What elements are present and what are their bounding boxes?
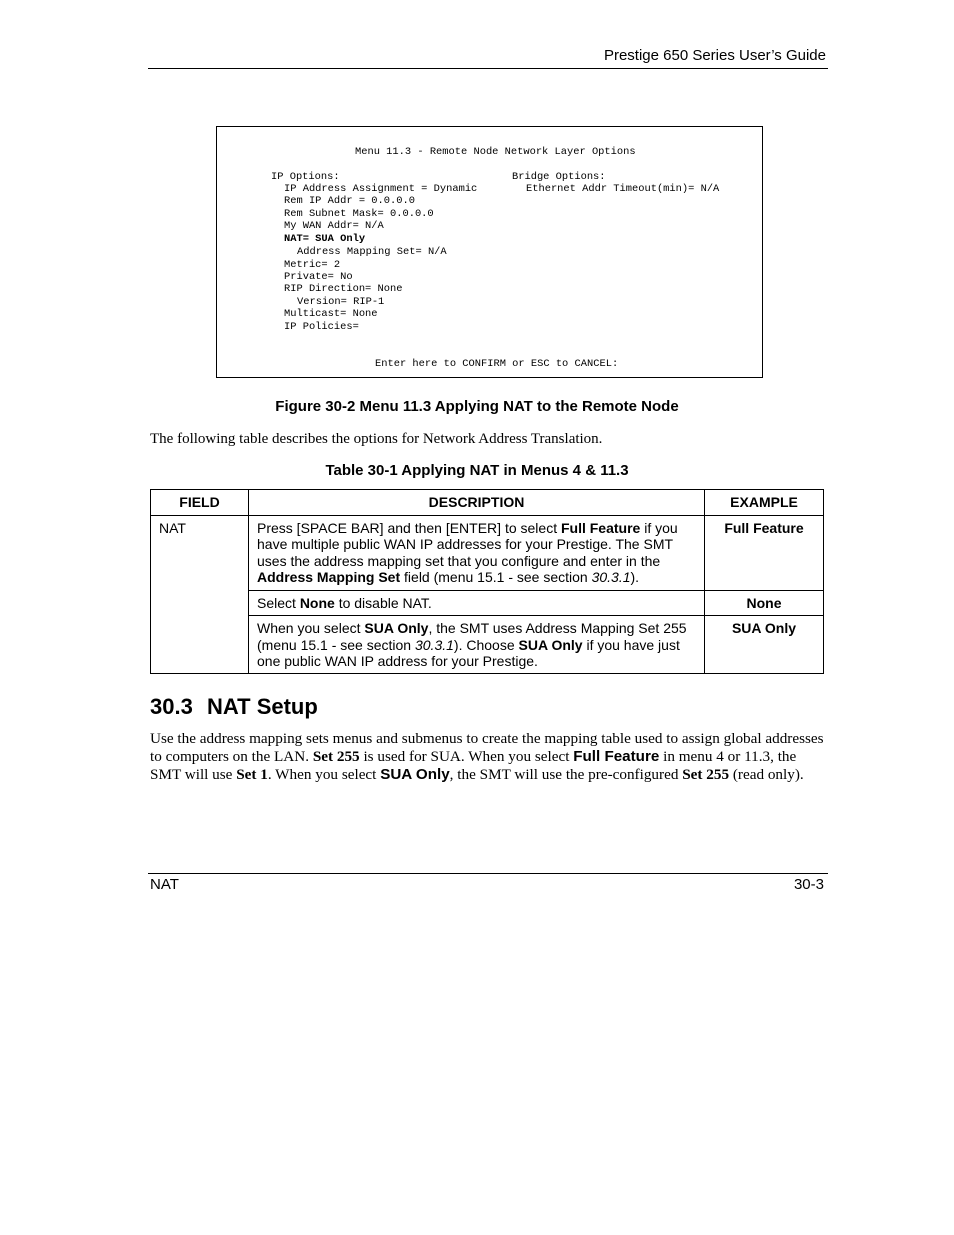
address-mapping-set: Address Mapping Set= N/A (297, 246, 447, 258)
multicast: Multicast= None (284, 308, 378, 320)
footer-page-number: 30-3 (793, 876, 824, 893)
description-none: Select None to disable NAT. (249, 591, 705, 616)
header-description: DESCRIPTION (249, 490, 705, 516)
rip-direction: RIP Direction= None (284, 283, 403, 295)
nat-setting: NAT= SUA Only (284, 233, 366, 245)
bridge-options-label: Bridge Options: (512, 171, 606, 183)
description-full-feature: Press [SPACE BAR] and then [ENTER] to select Full Feature if you have multiple public WAN IP addresses for your Prestige. The SMT uses the address mapping set that you configure and enter in the Address Mapping Set field (menu 15.1 - see section 30.3.1). (249, 516, 705, 591)
ip-address-assignment: IP Address Assignment = Dynamic (284, 183, 478, 195)
example-sua-only: SUA Only (705, 616, 824, 674)
ethernet-addr-timeout: Ethernet Addr Timeout(min)= N/A (526, 183, 720, 195)
example-none: None (705, 591, 824, 616)
figure-caption: Figure 30-2 Menu 11.3 Applying NAT to the Remote Node (275, 398, 679, 415)
section-number: 30.3 (150, 694, 193, 719)
footer-rule (148, 873, 828, 874)
table-caption: Table 30-1 Applying NAT in Menus 4 & 11.3 (325, 462, 629, 479)
table-row (151, 591, 824, 616)
ip-options-label: IP Options: (271, 171, 340, 183)
section-title: NAT Setup (207, 694, 318, 719)
smt-menu-screen (216, 126, 763, 378)
confirm-prompt: Enter here to CONFIRM or ESC to CANCEL: (375, 358, 619, 370)
body-paragraph: Use the address mapping sets menus and submenus to create the mapping table used to assign global addresses to computers on the LAN. Set 255 is used for SUA. When you select Full Feature in menu 4 or 11.3, the SMT will use Set 1. When you select SUA Only, the SMT will use the pre-configured Set 255 (read only). (150, 730, 824, 783)
example-full-feature: Full Feature (705, 516, 824, 591)
table-row (151, 516, 824, 591)
rip-version: Version= RIP-1 (297, 296, 385, 308)
private: Private= No (284, 271, 353, 283)
menu-title: Menu 11.3 - Remote Node Network Layer Options (355, 146, 636, 158)
rem-ip-addr: Rem IP Addr = 0.0.0.0 (284, 195, 415, 207)
header-field: FIELD (151, 490, 249, 516)
my-wan-addr: My WAN Addr= N/A (284, 220, 384, 232)
intro-text: The following table describes the options for Network Address Translation. (150, 431, 603, 447)
ip-policies: IP Policies= (284, 321, 359, 333)
table-row (151, 616, 824, 674)
rem-subnet-mask: Rem Subnet Mask= 0.0.0.0 (284, 208, 434, 220)
field-nat: NAT (151, 516, 249, 674)
header-rule (148, 68, 828, 69)
metric: Metric= 2 (284, 259, 341, 271)
table-header-row (151, 490, 824, 516)
nat-options-table (150, 489, 824, 674)
footer-chapter: NAT (150, 876, 179, 893)
header-example: EXAMPLE (705, 490, 824, 516)
section-heading (150, 694, 318, 720)
description-sua-only: When you select SUA Only, the SMT uses Address Mapping Set 255 (menu 15.1 - see section 30.3.1). Choose SUA Only if you have just one public WAN IP address for your Prestige. (249, 616, 705, 674)
page-header-title: Prestige 650 Series User’s Guide (603, 47, 826, 64)
